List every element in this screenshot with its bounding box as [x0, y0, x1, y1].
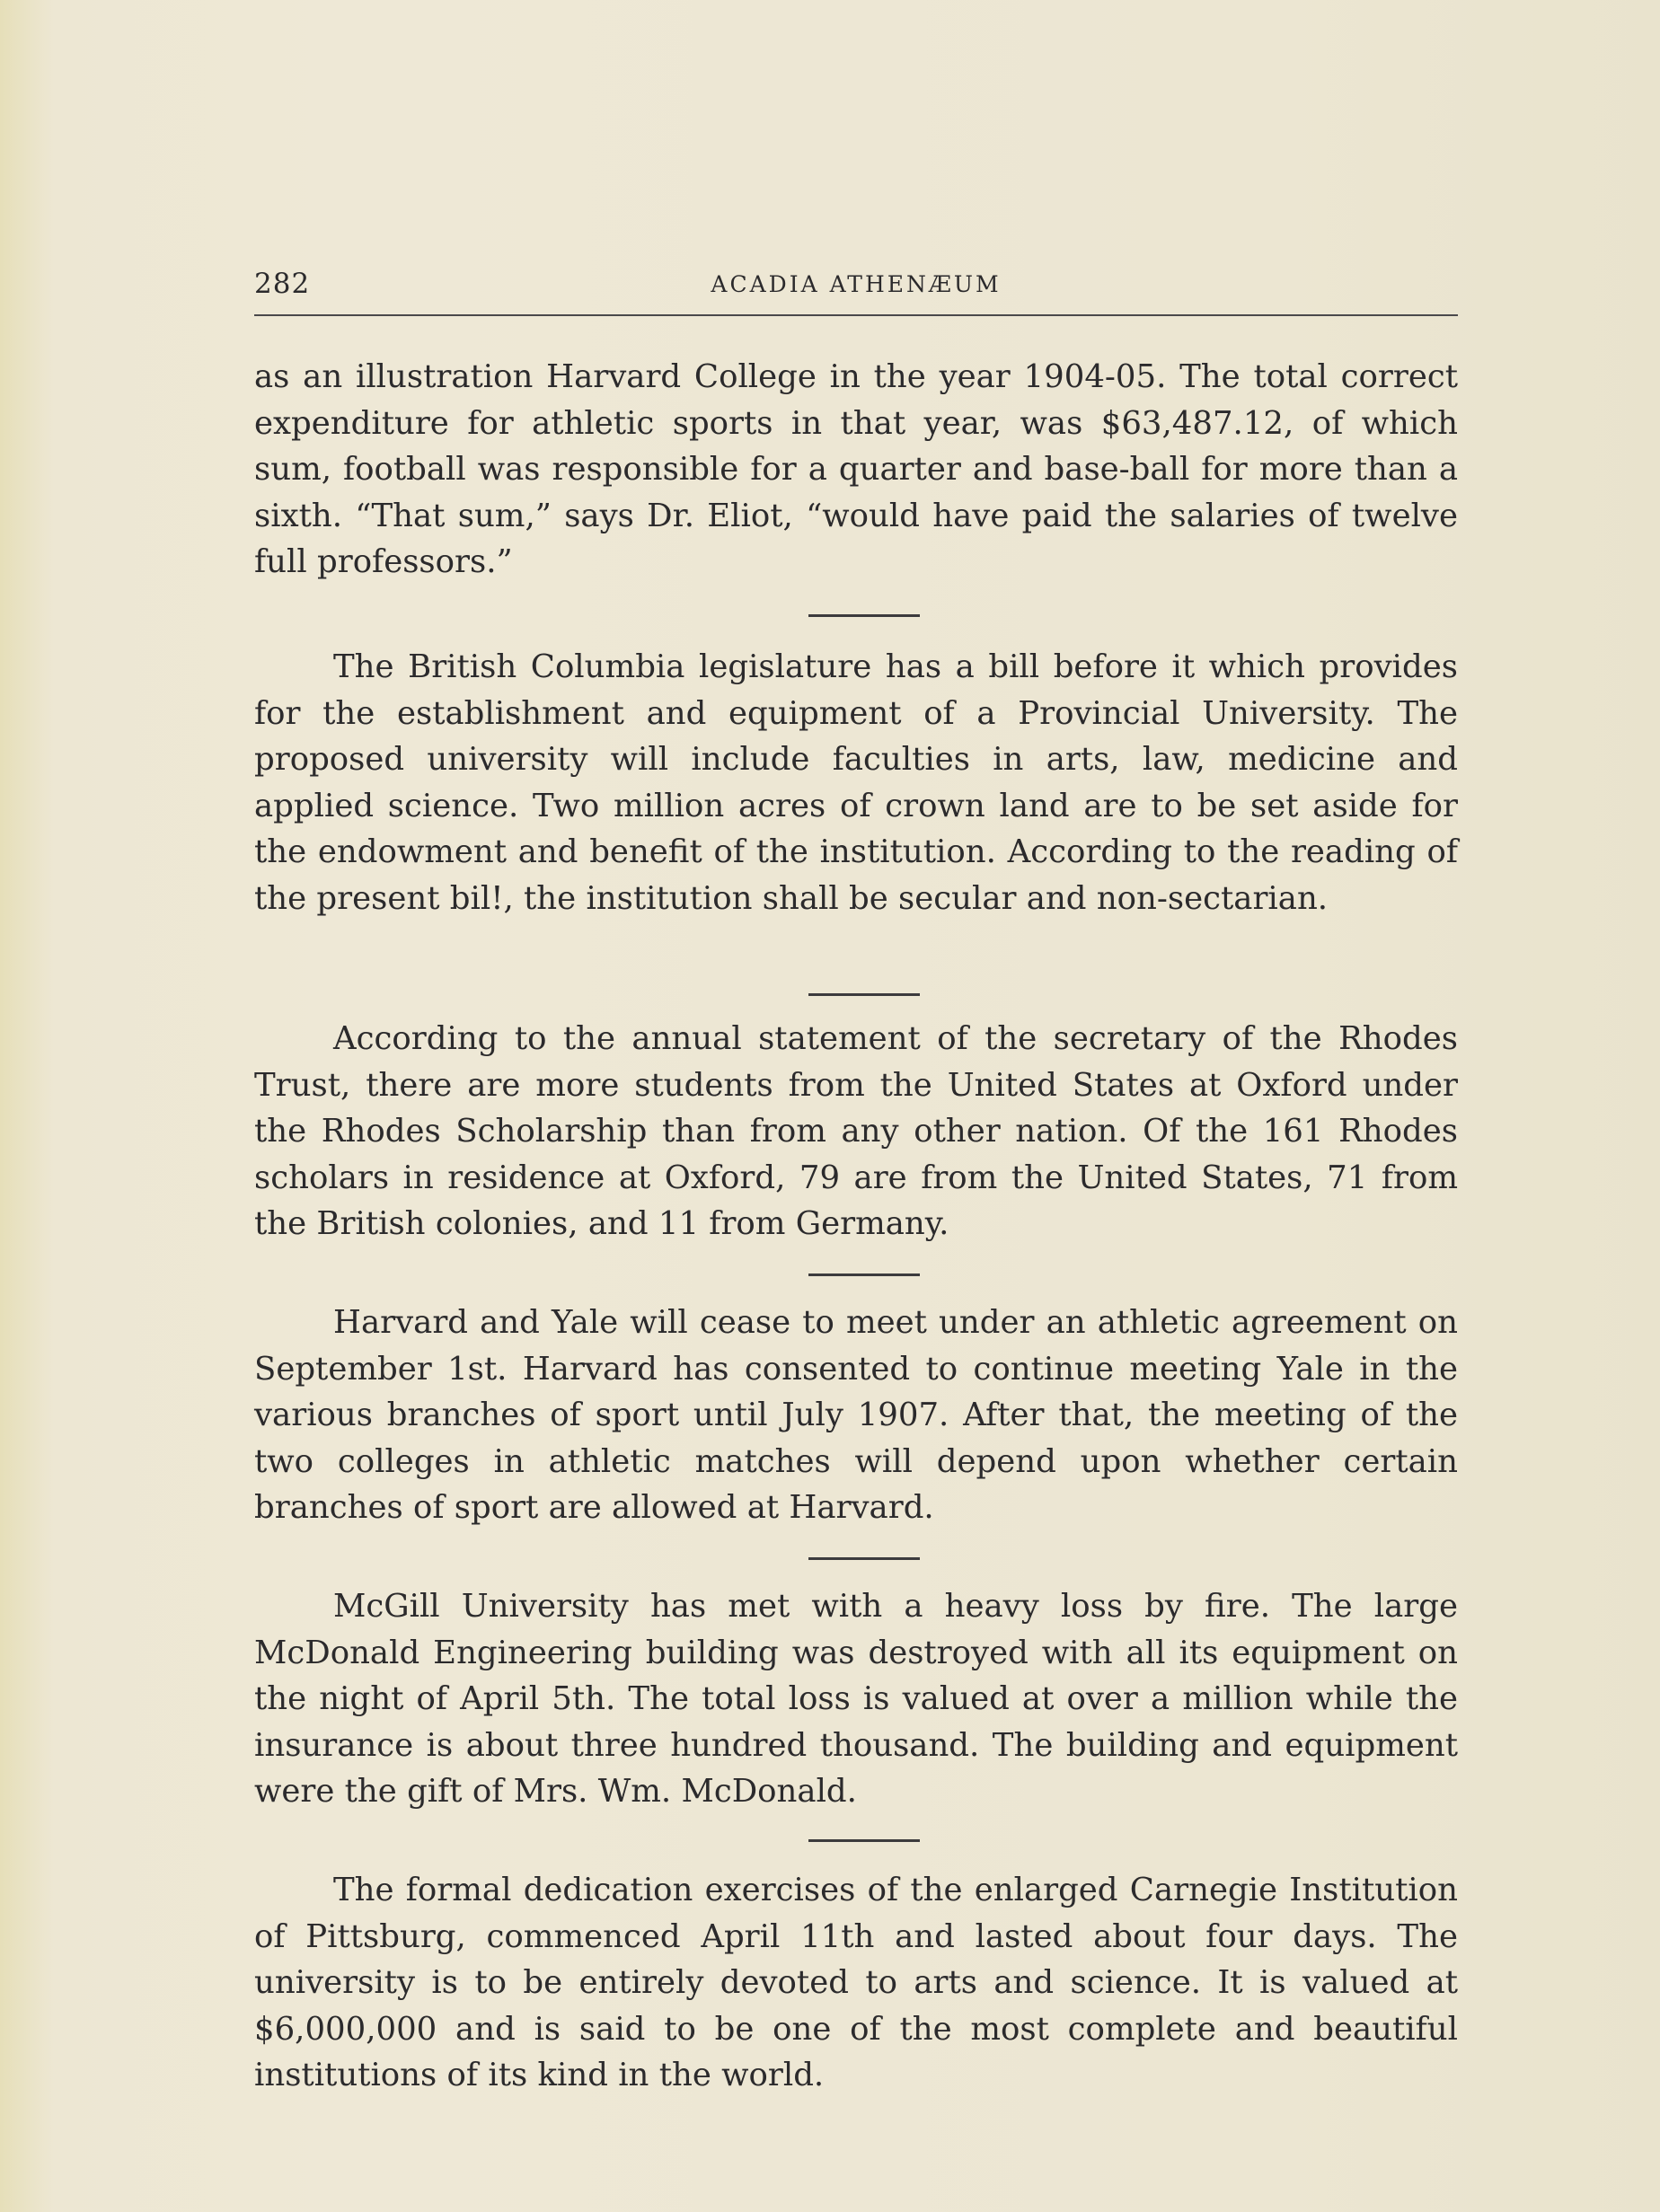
article-mcgill-fire: McGill University has met with a heavy loss by fire. The large McDonald Engineering building was destroyed with all its equipment on the night of April 5th. The total loss is valued at over a million while the insurance is about three hundred thousand. The building and equipment were the gift of Mrs. Wm. McDonald. — [254, 1588, 1458, 1810]
separator-rule — [808, 614, 920, 617]
separator-rule — [808, 1557, 920, 1560]
article-carnegie-institution: The formal dedication exercises of the enlarged Carnegie Institution of Pittsburg, commenced April 11th and lasted about four days. The university is to be entirely devoted to arts and science. It is valued at $6,000,000 and is said to be one of the most complete and beautiful institutions of its kind in the world. — [254, 1872, 1458, 2093]
header-rule — [254, 314, 1458, 316]
separator-rule — [808, 1273, 920, 1276]
separator-rule — [808, 993, 920, 996]
article-harvard-athletics: as an illustration Harvard College in the year 1904-05. The total correct expenditure for athletic sports in that year, was $63,487.12, of which sum, football was responsible for a quarter and base-ball for more than a sixth. “That sum,” says Dr. Eliot, “would have paid the salaries of twelve full professors.” — [254, 358, 1458, 580]
article-harvard-yale-agreement: Harvard and Yale will cease to meet under an athletic agreement on September 1st. Harvard has consented to continue meeting Yale in the various branches of sport until July 1907. After that, the meeting of the two colleges in athletic matches will depend upon whether certain branches of sport are allowed at Harvard. — [254, 1304, 1458, 1526]
page-number: 282 — [254, 268, 311, 300]
separator-rule — [808, 1839, 920, 1842]
article-rhodes-trust: According to the annual statement of the secretary of the Rhodes Trust, there are more students from the United States at Oxford under the Rhodes Scholarship than from any other nation. Of the 161 Rhodes scholars in residence at Oxford, 79 are from the United States, 71 from the British colonies, and 11 from Germany. — [254, 1020, 1458, 1242]
running-title: ACADIA ATHENÆUM — [711, 271, 1002, 297]
article-british-columbia-university: The British Columbia legislature has a bill before it which provides for the establishment and equipment of a Provincial University. The proposed university will include faculties in arts, law, medicine and applied science. Two million acres of crown land are to be set aside for the endowment and benefit of the institution. According to the reading of the present bil!, the institution shall be secular and non-sectarian. — [254, 648, 1458, 917]
page-header — [254, 268, 1458, 313]
